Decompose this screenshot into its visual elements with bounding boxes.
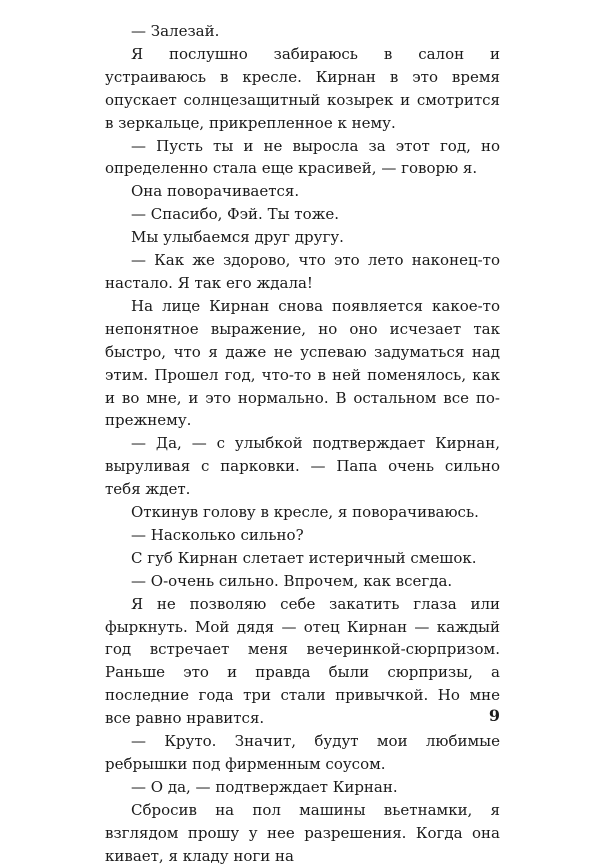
page-number: 9 [488, 706, 500, 725]
paragraph: — Круто. Значит, будут мои любимые ребрышки под фирменным соусом. [105, 732, 500, 773]
paragraph: — Спасибо, Фэй. Ты тоже. [131, 205, 340, 224]
paragraph: Мы улыбаемся друг другу. [131, 228, 344, 247]
paragraph: Сбросив на пол машины вьетнамки, я взглядом прошу у нее разрешения. Когда она кивает, я кладу ноги на [105, 800, 500, 865]
paragraph: — Как же здорово, что это лето наконец-то настало. Я так его ждала! [105, 251, 500, 292]
paragraph: Откинув голову в кресле, я поворачиваюсь. [131, 503, 479, 522]
paragraph: — Залезай. [131, 22, 220, 40]
paragraph: Я послушно забираюсь в салон и устраиваюсь в кресле. Кирнан в это время опускает солнцезащитный козырек и смотрится в зеркальце, прикрепленное к нему. [105, 44, 500, 132]
paragraph: — О да, — подтверждает Кирнан. [131, 777, 398, 796]
paragraph: — Да, — с улыбкой подтверждает Кирнан, выруливая с парковки. — Папа очень сильно тебя ждет. [105, 434, 500, 499]
paragraph: Она поворачивается. [131, 182, 300, 201]
paragraph: — О-очень сильно. Впрочем, как всегда. [131, 571, 453, 590]
paragraph: — Пусть ты и не выросла за этот год, но определенно стала еще красивей, — говорю я. [105, 136, 500, 178]
paragraph: Я не позволяю себе закатить глаза или фыркнуть. Мой дядя — отец Кирнан — каждый год встречает меня вечеринкой-сюрпризом. Раньше это и правда были сюрпризы, а последние года три стали привычкой. Но мне все равно нравится. [105, 594, 500, 728]
paragraph: С губ Кирнан слетает истеричный смешок. [131, 548, 477, 567]
paragraph: — Насколько сильно? [131, 525, 304, 544]
page-body-text [105, 20, 500, 868]
paragraph: На лице Кирнан снова появляется какое-то непонятное выражение, но оно исчезает так быстро, что я даже не успеваю задуматься над этим. Прошел год, что-то в ней поменялось, как и во мне, и это нормально. В остальном все по-прежнему. [105, 296, 500, 430]
